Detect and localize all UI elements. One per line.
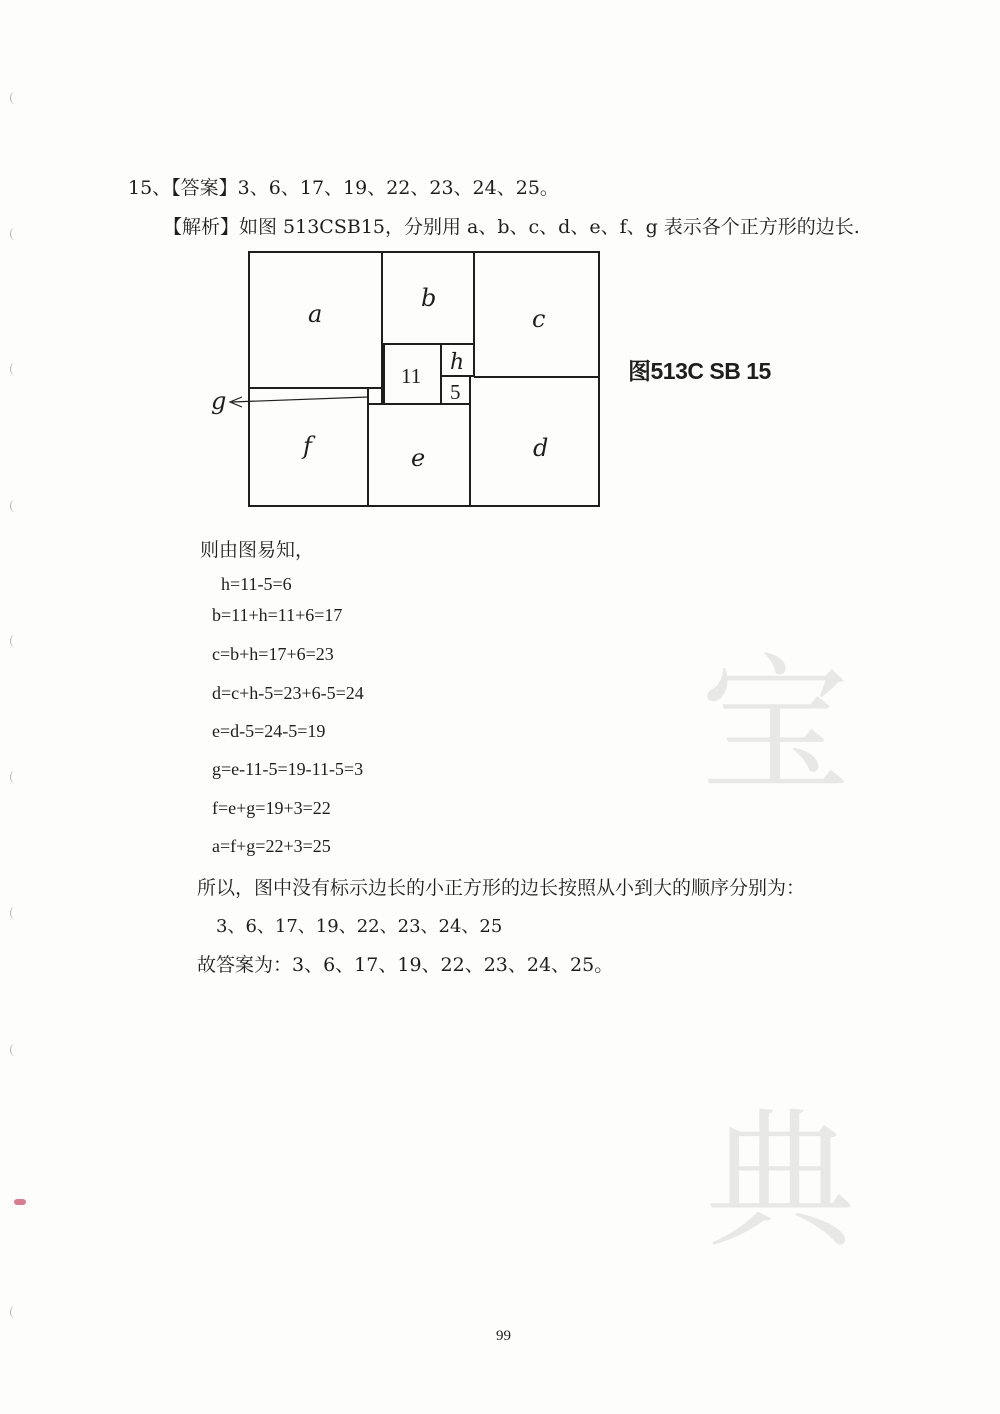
equation-line: h=11-5=6 <box>221 574 292 594</box>
label-b: b <box>421 284 437 312</box>
label-five: 5 <box>450 380 461 404</box>
square-dissection-figure <box>0 0 1000 520</box>
punch-hole-mark <box>10 635 19 647</box>
label-h: h <box>450 350 465 375</box>
equation-line: c=b+h=17+6=23 <box>212 644 334 664</box>
answer-list-line: 3、6、17、19、22、23、24、25 <box>216 916 503 937</box>
label-a: a <box>308 300 323 328</box>
watermark-char: 典 <box>705 1095 856 1269</box>
label-c: c <box>532 305 546 333</box>
equation-line: d=c+h-5=23+6-5=24 <box>212 683 364 703</box>
equation-line: g=e-11-5=19-11-5=3 <box>212 759 364 779</box>
label-f: f <box>303 432 312 460</box>
label-g: g <box>211 387 227 415</box>
equation-line: a=f+g=22+3=25 <box>212 836 331 856</box>
answer-line: 15、【答案】3、6、17、19、22、23、24、25。 <box>128 177 559 199</box>
final-answer-line: 故答案为：3、6、17、19、22、23、24、25。 <box>197 954 614 976</box>
punch-hole-mark <box>10 1044 19 1056</box>
label-e: e <box>411 444 426 472</box>
analysis-line: 【解析】如图 513CSB15，分别用 a、b、c、d、e、f、g 表示各个正方形的边长. <box>163 216 860 238</box>
equation-line: f=e+g=19+3=22 <box>212 798 331 818</box>
then-line: 则由图易知， <box>200 539 315 561</box>
equation-line: e=d-5=24-5=19 <box>212 721 326 741</box>
page-number: 99 <box>496 1328 511 1344</box>
punch-hole-mark <box>10 1306 19 1318</box>
figure-caption: 图513C SB 15 <box>628 358 771 384</box>
label-d: d <box>533 434 549 462</box>
equation-line: b=11+h=11+6=17 <box>212 605 343 625</box>
punch-hole-mark <box>10 771 19 783</box>
colored-tab-mark <box>14 1199 26 1205</box>
label-eleven: 11 <box>401 364 422 388</box>
punch-hole-mark <box>10 907 19 919</box>
summary-line: 所以，图中没有标示边长的小正方形的边长按照从小到大的顺序分别为： <box>197 877 806 899</box>
g-arrow-line <box>232 397 368 402</box>
watermark-char: 宝 <box>700 640 851 814</box>
